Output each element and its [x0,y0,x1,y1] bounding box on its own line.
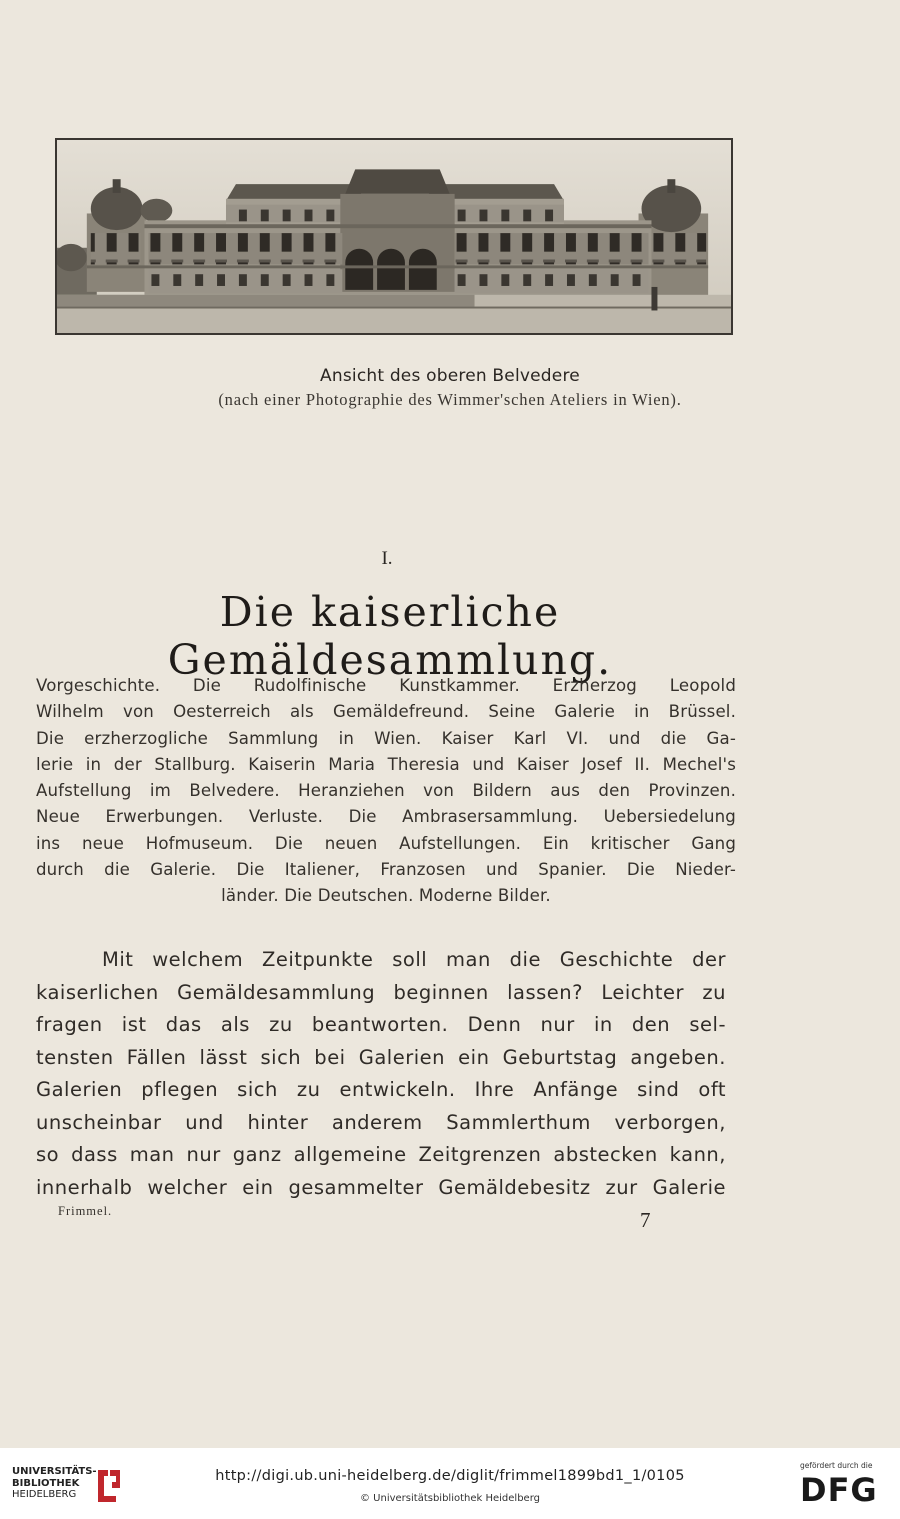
copyright-notice: © Universitätsbibliothek Heidelberg [359,1493,540,1504]
body-line: tensten Fällen lässt sich bei Galerien ein Geburtstag angeben. [36,1045,726,1069]
body-line: innerhalb welcher ein gesammelter Gemäldebesitz zur Galerie [36,1175,726,1199]
library-name-line1: UNIVERSITÄTS- [12,1466,97,1477]
body-line: Galerien pflegen sich zu entwickeln. Ihre Anfänge sind oft [36,1078,726,1101]
summary-line: Vorgeschichte. Die Rudolfinische Kunstkammer. Erzherzog Leopold [36,676,736,695]
footer-signature: Frimmel. [58,1204,113,1218]
body-line: Mit welchem Zeitpunkte soll man die Geschichte der [102,948,726,971]
summary-line: Neue Erwerbungen. Verluste. Die Ambrasersammlung. Uebersiedelung [36,807,736,827]
summary-line: länder. Die Deutschen. Moderne Bilder. [221,886,551,906]
palace-image [57,140,731,333]
photo-caption-subtitle: (nach einer Photographie des Wimmer'schen Ateliers in Wien). [218,390,682,409]
body-line: unscheinbar und hinter anderem Sammlerthum verborgen, [36,1110,726,1134]
summary-line: Aufstellung im Belvedere. Heranziehen von Bildern aus den Provinzen. [36,781,736,801]
body-line: so dass man nur ganz allgemeine Zeitgrenzen abstecken kann, [36,1143,726,1166]
chapter-title: Die kaiserliche Gemäldesammlung. [167,588,613,684]
summary-line: durch die Galerie. Die Italiener, Franzosen und Spanier. Die Nieder- [36,860,736,880]
library-name-line3: HEIDELBERG [12,1489,77,1500]
belvedere-photograph [55,138,733,335]
summary-line: Die erzherzogliche Sammlung in Wien. Kaiser Karl VI. und die Ga- [36,728,736,748]
body-line: kaiserlichen Gemäldesammlung beginnen lassen? Leichter zu [36,980,726,1004]
library-name-line2: BIBLIOTHEK [12,1477,80,1489]
summary-line: lerie in der Stallburg. Kaiserin Maria Theresia und Kaiser Josef II. Mechel's [36,754,736,774]
viewer-footer [0,1448,900,1519]
photo-caption-title: Ansicht des oberen Belvedere [320,366,580,386]
body-paragraph [36,944,726,1204]
chapter-number: I. [381,548,393,569]
permalink-url[interactable]: http://digi.ub.uni-heidelberg.de/diglit/frimmel1899bd1_1/0105 [215,1468,685,1484]
page-number: 7 [640,1208,651,1232]
funding-note: gefördert durch die [800,1461,873,1470]
body-line: fragen ist das als zu beantworten. Denn nur in den sel- [36,1013,726,1036]
chapter-summary [36,673,736,910]
summary-line: ins neue Hofmuseum. Die neuen Aufstellungen. Ein kritischer Gang [36,833,736,853]
dfg-logo[interactable]: DFG [800,1471,878,1509]
summary-line: Wilhelm von Oesterreich als Gemäldefreund. Seine Galerie in Brüssel. [36,702,736,722]
